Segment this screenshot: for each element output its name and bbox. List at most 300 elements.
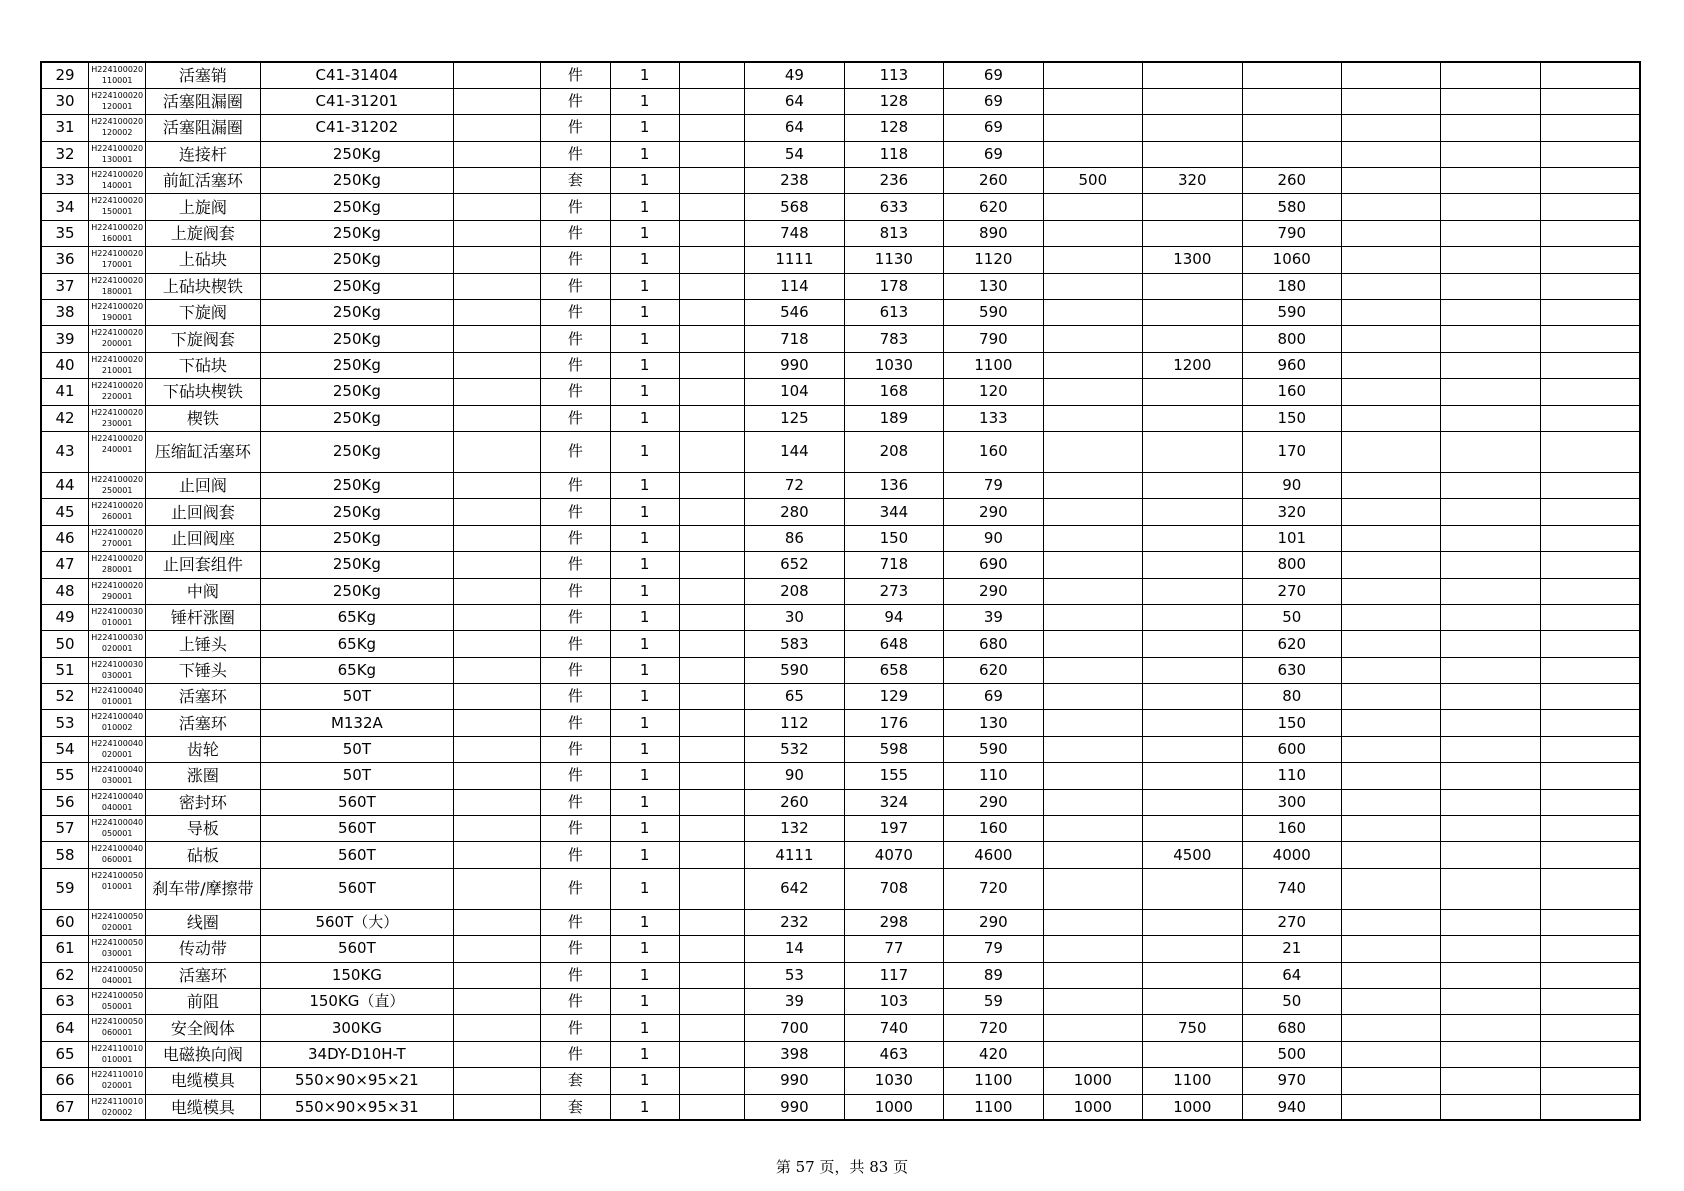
cell-blank-col xyxy=(454,405,541,431)
cell-price-8 xyxy=(1441,909,1540,935)
cell-quantity: 1 xyxy=(610,1068,679,1094)
cell-price-3: 680 xyxy=(944,631,1043,657)
cell-price-9 xyxy=(1540,115,1640,141)
cell-price-8 xyxy=(1441,300,1540,326)
cell-price-5: 1100 xyxy=(1143,1068,1242,1094)
cell-quantity: 1 xyxy=(610,194,679,220)
cell-price-5 xyxy=(1143,405,1242,431)
cell-price-1: 546 xyxy=(745,300,844,326)
cell-specification: 560T xyxy=(260,842,454,868)
cell-price-5 xyxy=(1143,141,1242,167)
cell-unit: 件 xyxy=(540,684,610,710)
table-row xyxy=(41,194,1640,220)
cell-price-9 xyxy=(1540,1094,1640,1120)
cell-row-number: 37 xyxy=(41,273,89,299)
table-row xyxy=(41,300,1640,326)
cell-blank-col-2 xyxy=(679,631,745,657)
cell-blank-col-2 xyxy=(679,816,745,842)
cell-specification: 250Kg xyxy=(260,525,454,551)
cell-specification: 250Kg xyxy=(260,168,454,194)
cell-quantity: 1 xyxy=(610,816,679,842)
cell-price-1: 583 xyxy=(745,631,844,657)
cell-specification: 250Kg xyxy=(260,405,454,431)
cell-specification: C41-31404 xyxy=(260,62,454,88)
cell-price-2: 813 xyxy=(844,220,943,246)
table-row xyxy=(41,842,1640,868)
cell-price-5 xyxy=(1143,88,1242,114)
cell-unit: 套 xyxy=(540,168,610,194)
cell-specification: 560T xyxy=(260,936,454,962)
cell-price-7 xyxy=(1342,326,1441,352)
cell-quantity: 1 xyxy=(610,868,679,909)
cell-price-8 xyxy=(1441,352,1540,378)
table-row xyxy=(41,273,1640,299)
cell-blank-col xyxy=(454,816,541,842)
cell-blank-col-2 xyxy=(679,326,745,352)
cell-price-1: 114 xyxy=(745,273,844,299)
cell-item-name: 安全阀体 xyxy=(146,1015,260,1041)
cell-item-code: H224100020180001 xyxy=(89,273,146,299)
cell-item-code: H224100030020001 xyxy=(89,631,146,657)
cell-price-2: 708 xyxy=(844,868,943,909)
cell-item-name: 前阻 xyxy=(146,989,260,1015)
cell-price-8 xyxy=(1441,141,1540,167)
price-table xyxy=(40,61,1641,1121)
cell-blank-col-2 xyxy=(679,684,745,710)
cell-price-7 xyxy=(1342,989,1441,1015)
table-row xyxy=(41,763,1640,789)
cell-unit: 件 xyxy=(540,379,610,405)
cell-item-code: H224100020260001 xyxy=(89,499,146,525)
cell-specification: 65Kg xyxy=(260,631,454,657)
cell-quantity: 1 xyxy=(610,273,679,299)
cell-price-6: 160 xyxy=(1242,816,1341,842)
cell-price-7 xyxy=(1342,789,1441,815)
cell-unit: 件 xyxy=(540,472,610,498)
cell-price-3: 79 xyxy=(944,936,1043,962)
cell-price-6: 300 xyxy=(1242,789,1341,815)
cell-item-name: 止回阀套 xyxy=(146,499,260,525)
cell-price-6: 790 xyxy=(1242,220,1341,246)
cell-price-7 xyxy=(1342,220,1441,246)
cell-price-2: 344 xyxy=(844,499,943,525)
cell-price-7 xyxy=(1342,141,1441,167)
cell-price-9 xyxy=(1540,1041,1640,1067)
cell-blank-col-2 xyxy=(679,352,745,378)
cell-item-code: H224100020210001 xyxy=(89,352,146,378)
cell-specification: 250Kg xyxy=(260,499,454,525)
cell-unit: 件 xyxy=(540,604,610,630)
cell-quantity: 1 xyxy=(610,657,679,683)
cell-quantity: 1 xyxy=(610,962,679,988)
cell-row-number: 34 xyxy=(41,194,89,220)
cell-specification: 560T xyxy=(260,868,454,909)
table-row xyxy=(41,789,1640,815)
cell-row-number: 61 xyxy=(41,936,89,962)
table-row xyxy=(41,1094,1640,1120)
cell-price-5 xyxy=(1143,300,1242,326)
cell-price-2: 4070 xyxy=(844,842,943,868)
cell-price-2: 176 xyxy=(844,710,943,736)
cell-item-name: 活塞销 xyxy=(146,62,260,88)
cell-price-1: 30 xyxy=(745,604,844,630)
cell-price-4 xyxy=(1043,499,1142,525)
cell-blank-col xyxy=(454,168,541,194)
cell-price-8 xyxy=(1441,962,1540,988)
cell-price-2: 718 xyxy=(844,552,943,578)
cell-price-7 xyxy=(1342,684,1441,710)
cell-price-3: 260 xyxy=(944,168,1043,194)
cell-price-4 xyxy=(1043,431,1142,472)
cell-price-2: 740 xyxy=(844,1015,943,1041)
cell-price-5 xyxy=(1143,657,1242,683)
cell-price-2: 94 xyxy=(844,604,943,630)
cell-item-name: 下旋阀 xyxy=(146,300,260,326)
cell-price-6: 160 xyxy=(1242,379,1341,405)
cell-quantity: 1 xyxy=(610,525,679,551)
cell-price-5 xyxy=(1143,604,1242,630)
cell-price-4 xyxy=(1043,405,1142,431)
cell-unit: 件 xyxy=(540,499,610,525)
cell-price-8 xyxy=(1441,763,1540,789)
cell-unit: 件 xyxy=(540,273,610,299)
cell-price-6: 50 xyxy=(1242,989,1341,1015)
cell-specification: 250Kg xyxy=(260,578,454,604)
cell-price-5 xyxy=(1143,552,1242,578)
cell-price-2: 658 xyxy=(844,657,943,683)
cell-specification: 250Kg xyxy=(260,273,454,299)
cell-price-6: 680 xyxy=(1242,1015,1341,1041)
table-row xyxy=(41,936,1640,962)
cell-price-2: 129 xyxy=(844,684,943,710)
cell-blank-col xyxy=(454,1094,541,1120)
cell-price-2: 273 xyxy=(844,578,943,604)
cell-price-5: 750 xyxy=(1143,1015,1242,1041)
cell-price-7 xyxy=(1342,763,1441,789)
cell-blank-col-2 xyxy=(679,115,745,141)
cell-price-9 xyxy=(1540,405,1640,431)
cell-price-4 xyxy=(1043,657,1142,683)
cell-blank-col xyxy=(454,141,541,167)
cell-unit: 件 xyxy=(540,962,610,988)
cell-price-4 xyxy=(1043,962,1142,988)
cell-price-4 xyxy=(1043,472,1142,498)
cell-price-5 xyxy=(1143,431,1242,472)
cell-specification: 65Kg xyxy=(260,604,454,630)
cell-blank-col xyxy=(454,736,541,762)
cell-specification: 34DY-D10H-T xyxy=(260,1041,454,1067)
cell-row-number: 29 xyxy=(41,62,89,88)
cell-price-9 xyxy=(1540,684,1640,710)
table-row xyxy=(41,88,1640,114)
cell-price-2: 155 xyxy=(844,763,943,789)
cell-unit: 件 xyxy=(540,1015,610,1041)
cell-item-name: 上砧块 xyxy=(146,247,260,273)
cell-specification: 300KG xyxy=(260,1015,454,1041)
cell-price-6: 270 xyxy=(1242,578,1341,604)
cell-unit: 件 xyxy=(540,300,610,326)
cell-item-name: 线圈 xyxy=(146,909,260,935)
cell-price-6: 740 xyxy=(1242,868,1341,909)
cell-price-4 xyxy=(1043,736,1142,762)
cell-price-8 xyxy=(1441,115,1540,141)
cell-price-5 xyxy=(1143,631,1242,657)
table-row xyxy=(41,552,1640,578)
cell-price-2: 136 xyxy=(844,472,943,498)
cell-blank-col-2 xyxy=(679,962,745,988)
cell-price-5 xyxy=(1143,62,1242,88)
cell-blank-col-2 xyxy=(679,789,745,815)
cell-price-9 xyxy=(1540,1068,1640,1094)
cell-row-number: 57 xyxy=(41,816,89,842)
cell-price-5 xyxy=(1143,220,1242,246)
cell-price-7 xyxy=(1342,62,1441,88)
table-row xyxy=(41,431,1640,472)
cell-item-code: H224100040010002 xyxy=(89,710,146,736)
cell-blank-col-2 xyxy=(679,300,745,326)
cell-item-name: 电缆模具 xyxy=(146,1094,260,1120)
cell-price-3: 89 xyxy=(944,962,1043,988)
cell-specification: 560T xyxy=(260,816,454,842)
cell-price-1: 4111 xyxy=(745,842,844,868)
cell-price-9 xyxy=(1540,472,1640,498)
table-row xyxy=(41,499,1640,525)
cell-unit: 件 xyxy=(540,552,610,578)
cell-blank-col-2 xyxy=(679,379,745,405)
cell-price-9 xyxy=(1540,989,1640,1015)
cell-item-name: 涨圈 xyxy=(146,763,260,789)
cell-price-9 xyxy=(1540,936,1640,962)
cell-price-8 xyxy=(1441,220,1540,246)
cell-specification: 250Kg xyxy=(260,472,454,498)
cell-blank-col-2 xyxy=(679,273,745,299)
table-row xyxy=(41,816,1640,842)
cell-price-3: 290 xyxy=(944,499,1043,525)
cell-blank-col-2 xyxy=(679,909,745,935)
cell-unit: 件 xyxy=(540,789,610,815)
cell-price-8 xyxy=(1441,631,1540,657)
cell-price-1: 86 xyxy=(745,525,844,551)
cell-price-4 xyxy=(1043,300,1142,326)
cell-price-8 xyxy=(1441,168,1540,194)
cell-price-1: 65 xyxy=(745,684,844,710)
cell-price-9 xyxy=(1540,525,1640,551)
cell-blank-col xyxy=(454,868,541,909)
cell-quantity: 1 xyxy=(610,936,679,962)
cell-price-2: 189 xyxy=(844,405,943,431)
cell-item-code: H224100040050001 xyxy=(89,816,146,842)
cell-price-3: 1100 xyxy=(944,352,1043,378)
cell-price-1: 990 xyxy=(745,1068,844,1094)
cell-item-code: H224100020110001 xyxy=(89,62,146,88)
cell-row-number: 49 xyxy=(41,604,89,630)
cell-price-9 xyxy=(1540,552,1640,578)
cell-price-2: 298 xyxy=(844,909,943,935)
cell-blank-col xyxy=(454,604,541,630)
cell-row-number: 60 xyxy=(41,909,89,935)
cell-quantity: 1 xyxy=(610,247,679,273)
cell-row-number: 58 xyxy=(41,842,89,868)
cell-quantity: 1 xyxy=(610,326,679,352)
cell-price-5: 1200 xyxy=(1143,352,1242,378)
cell-blank-col-2 xyxy=(679,842,745,868)
cell-price-7 xyxy=(1342,631,1441,657)
cell-item-name: 中阀 xyxy=(146,578,260,604)
cell-blank-col xyxy=(454,552,541,578)
cell-item-code: H224100050040001 xyxy=(89,962,146,988)
table-row xyxy=(41,710,1640,736)
cell-price-7 xyxy=(1342,194,1441,220)
cell-price-3: 59 xyxy=(944,989,1043,1015)
cell-price-1: 53 xyxy=(745,962,844,988)
cell-row-number: 54 xyxy=(41,736,89,762)
cell-price-3: 620 xyxy=(944,657,1043,683)
cell-unit: 件 xyxy=(540,736,610,762)
cell-price-1: 72 xyxy=(745,472,844,498)
cell-price-2: 103 xyxy=(844,989,943,1015)
cell-price-1: 590 xyxy=(745,657,844,683)
cell-price-9 xyxy=(1540,141,1640,167)
cell-quantity: 1 xyxy=(610,763,679,789)
cell-blank-col xyxy=(454,710,541,736)
cell-quantity: 1 xyxy=(610,604,679,630)
cell-price-7 xyxy=(1342,431,1441,472)
cell-item-name: 下旋阀套 xyxy=(146,326,260,352)
cell-price-8 xyxy=(1441,525,1540,551)
cell-price-9 xyxy=(1540,300,1640,326)
cell-quantity: 1 xyxy=(610,115,679,141)
cell-price-2: 197 xyxy=(844,816,943,842)
cell-price-9 xyxy=(1540,88,1640,114)
cell-price-7 xyxy=(1342,88,1441,114)
cell-price-7 xyxy=(1342,604,1441,630)
cell-price-1: 700 xyxy=(745,1015,844,1041)
cell-price-8 xyxy=(1441,710,1540,736)
cell-row-number: 43 xyxy=(41,431,89,472)
cell-item-code: H224100050050001 xyxy=(89,989,146,1015)
cell-price-5 xyxy=(1143,326,1242,352)
cell-item-name: 连接杆 xyxy=(146,141,260,167)
cell-price-5 xyxy=(1143,684,1242,710)
cell-item-code: H224100050020001 xyxy=(89,909,146,935)
cell-blank-col-2 xyxy=(679,1015,745,1041)
cell-price-6: 940 xyxy=(1242,1094,1341,1120)
cell-item-code: H224100020160001 xyxy=(89,220,146,246)
cell-quantity: 1 xyxy=(610,552,679,578)
cell-item-code: H224100020130001 xyxy=(89,141,146,167)
cell-blank-col xyxy=(454,789,541,815)
cell-price-2: 117 xyxy=(844,962,943,988)
cell-price-4 xyxy=(1043,247,1142,273)
cell-price-6 xyxy=(1242,62,1341,88)
cell-price-7 xyxy=(1342,273,1441,299)
cell-price-8 xyxy=(1441,684,1540,710)
cell-price-9 xyxy=(1540,763,1640,789)
cell-item-name: 传动带 xyxy=(146,936,260,962)
cell-price-1: 49 xyxy=(745,62,844,88)
table-row xyxy=(41,868,1640,909)
cell-blank-col xyxy=(454,525,541,551)
cell-row-number: 40 xyxy=(41,352,89,378)
cell-item-name: 电缆模具 xyxy=(146,1068,260,1094)
cell-price-8 xyxy=(1441,604,1540,630)
cell-price-8 xyxy=(1441,842,1540,868)
cell-blank-col-2 xyxy=(679,499,745,525)
cell-specification: 250Kg xyxy=(260,247,454,273)
cell-price-6: 50 xyxy=(1242,604,1341,630)
cell-price-7 xyxy=(1342,300,1441,326)
cell-price-8 xyxy=(1441,736,1540,762)
cell-price-9 xyxy=(1540,247,1640,273)
cell-price-3: 590 xyxy=(944,736,1043,762)
cell-quantity: 1 xyxy=(610,405,679,431)
cell-price-1: 208 xyxy=(745,578,844,604)
cell-quantity: 1 xyxy=(610,379,679,405)
cell-price-5: 320 xyxy=(1143,168,1242,194)
cell-price-1: 64 xyxy=(745,88,844,114)
cell-price-7 xyxy=(1342,168,1441,194)
cell-price-9 xyxy=(1540,273,1640,299)
cell-blank-col xyxy=(454,962,541,988)
cell-price-8 xyxy=(1441,657,1540,683)
cell-price-9 xyxy=(1540,379,1640,405)
cell-price-9 xyxy=(1540,1015,1640,1041)
cell-item-code: H224100050060001 xyxy=(89,1015,146,1041)
cell-item-code: H224100040020001 xyxy=(89,736,146,762)
cell-price-2: 208 xyxy=(844,431,943,472)
cell-item-code: H224100020170001 xyxy=(89,247,146,273)
cell-price-9 xyxy=(1540,62,1640,88)
cell-price-4 xyxy=(1043,352,1142,378)
cell-blank-col xyxy=(454,62,541,88)
cell-price-9 xyxy=(1540,710,1640,736)
cell-item-code: H224100020140001 xyxy=(89,168,146,194)
cell-price-2: 178 xyxy=(844,273,943,299)
cell-item-name: 齿轮 xyxy=(146,736,260,762)
cell-price-1: 990 xyxy=(745,1094,844,1120)
cell-price-9 xyxy=(1540,789,1640,815)
cell-price-8 xyxy=(1441,431,1540,472)
cell-price-3: 290 xyxy=(944,909,1043,935)
cell-quantity: 1 xyxy=(610,1015,679,1041)
cell-price-3: 1100 xyxy=(944,1094,1043,1120)
cell-row-number: 64 xyxy=(41,1015,89,1041)
cell-price-4 xyxy=(1043,552,1142,578)
cell-price-9 xyxy=(1540,909,1640,935)
cell-price-8 xyxy=(1441,1094,1540,1120)
cell-specification: 250Kg xyxy=(260,552,454,578)
cell-price-3: 160 xyxy=(944,431,1043,472)
cell-price-1: 238 xyxy=(745,168,844,194)
cell-item-code: H224100040060001 xyxy=(89,842,146,868)
cell-price-7 xyxy=(1342,962,1441,988)
cell-price-2: 598 xyxy=(844,736,943,762)
cell-quantity: 1 xyxy=(610,684,679,710)
cell-price-4 xyxy=(1043,220,1142,246)
cell-price-1: 54 xyxy=(745,141,844,167)
cell-price-9 xyxy=(1540,220,1640,246)
cell-blank-col-2 xyxy=(679,431,745,472)
cell-quantity: 1 xyxy=(610,710,679,736)
cell-price-3: 130 xyxy=(944,273,1043,299)
cell-price-5 xyxy=(1143,578,1242,604)
cell-unit: 件 xyxy=(540,326,610,352)
cell-price-1: 1111 xyxy=(745,247,844,273)
cell-unit: 件 xyxy=(540,710,610,736)
cell-price-3: 133 xyxy=(944,405,1043,431)
cell-blank-col xyxy=(454,842,541,868)
cell-price-2: 1130 xyxy=(844,247,943,273)
